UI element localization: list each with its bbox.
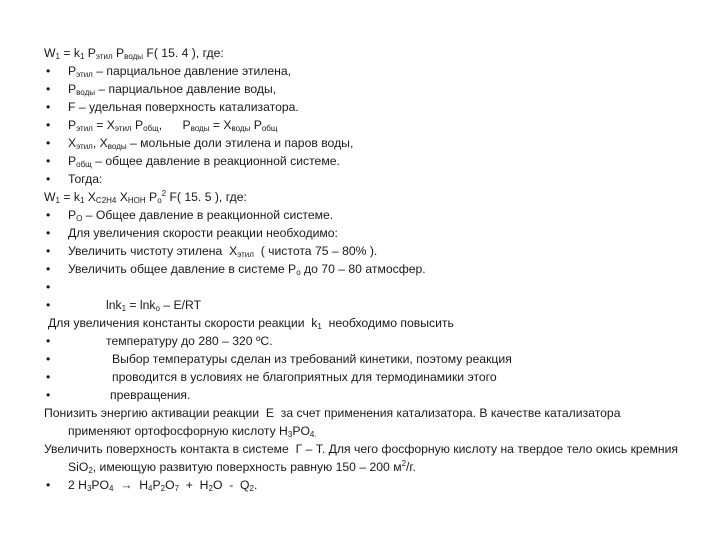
bullet-icon: • [46,244,51,258]
list-item: • Увеличить общее давление в системе $P_o$ до 70 – 80 атмосфер. [46,262,426,277]
list-item: • $P_{общ}$ – общее давление в реакционной системе. [46,154,340,169]
equation-w1-ethylene: $W_1 = k_1$ $P_{этил}$ $P_{воды}$ F( 15. 4 ), где: [44,46,224,61]
list-item: • Тогда: [46,172,103,186]
bullet-icon: • [46,172,51,186]
paragraph: Увеличить поверхность контакта в системе Г – Т. Для чего фосфорную кислоту на твердое тело окись кремния SiO$_2$, имеющую развитую поверхность равную 150 – 200 $м^2/г$. [44,442,682,475]
list-item: • $X_{этил}$, $X_{воды}$ – мольные доли этилена и паров воды, [46,136,354,151]
list-item: • превращения. [46,388,191,402]
bullet-icon: • [46,388,51,402]
bullet-icon: • [46,100,51,114]
bullet-icon: • [46,370,51,384]
list-item-empty [44,278,684,296]
bullet-icon: • [46,154,51,168]
bullet-icon: • [46,478,51,492]
bullet-icon: • [46,118,51,132]
paragraph: Понизить энергию активации реакции E за счет применения катализатора. В качестве катализатора применяют ортофосфорную кислоту $H_3PO_{4.}$ [44,406,624,439]
list-item: • $P_O$ – Общее давление в реакционной системе. [46,208,334,223]
bullet-icon: • [46,82,51,96]
bullet-icon: • [46,334,51,348]
list-item: • Для увеличения скорости реакции необходимо: [46,226,338,240]
document-body [44,44,684,494]
equation-w1-fractions: $W_1 = k_1$ $X_{C2H4}$ $X_{HOH}$ $P_o^2$ F( 15. 5 ), где: [44,189,247,205]
bullet-icon: • [46,280,51,294]
list-item: • 2 $H_3PO_4 \to H_4P_2O_7 + H_2O - Q_2$. [46,478,258,493]
list-item: • $P_{этил}$ – парциальное давление этилена, [46,64,292,79]
list-item: • $P_{воды}$ – парциальное давление воды, [46,82,277,97]
list-item: • проводится в условиях не благоприятных для термодинамики этого [46,370,497,384]
bullet-icon: • [46,352,51,366]
bullet-icon: • [46,262,51,276]
bullet-icon: • [46,208,51,222]
list-item: • lnk$_1$ = lnk$_o$ – E/RT [46,298,202,313]
paragraph: Для увеличения константы скорости реакции $k_1$ необходимо повысить [48,316,454,331]
list-item: • $P_{этил} = X_{этил}$ $P_{общ}$, $P_{воды} = X_{воды}$ $P_{общ}$ [46,118,278,133]
list-item: • F – удельная поверхность катализатора. [46,100,299,114]
list-item: • Увеличить чистоту этилена $X_{этил}$ ( чистота 75 – 80% ). [46,244,378,259]
bullet-icon: • [46,64,51,78]
list-item: • Выбор температуры сделан из требований кинетики, поэтому реакция [46,352,512,366]
bullet-icon: • [46,226,51,240]
bullet-icon: • [46,136,51,150]
bullet-icon: • [46,298,51,312]
list-item: • температуру до 280 – 320 ºC. [46,334,273,348]
